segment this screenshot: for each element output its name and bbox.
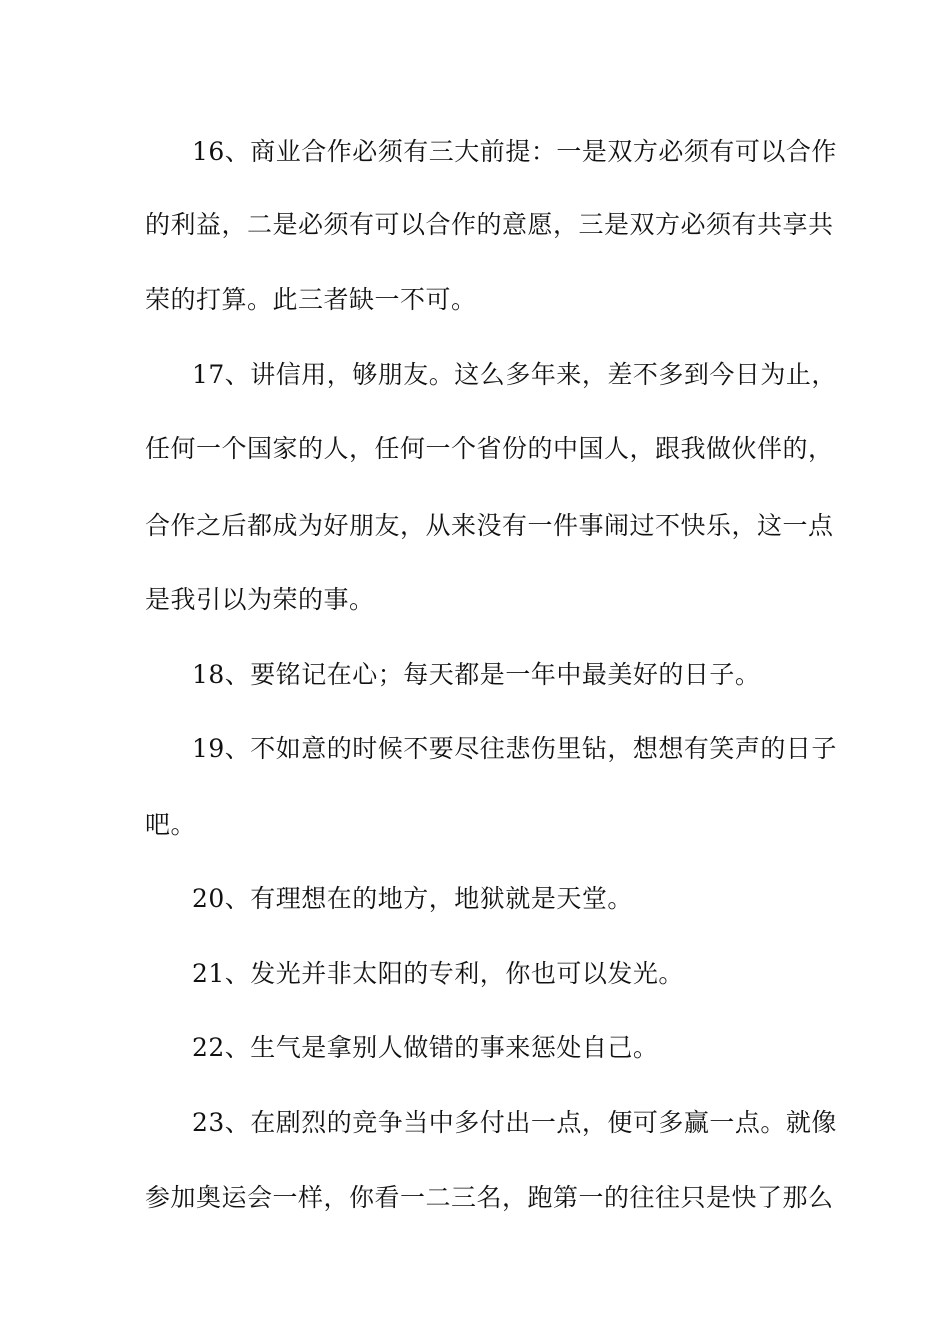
quote-17-line-2: 任何一个国家的人，任何一个省份的中国人，跟我做伙伴的， bbox=[145, 434, 834, 463]
quote-16-line-1: 16、商业合作必须有三大前提：一是双方必须有可以合作 bbox=[192, 137, 837, 166]
quote-22-line-1: 22、生气是拿别人做错的事来惩处自己。 bbox=[192, 1033, 659, 1062]
quote-19-line-2: 吧。 bbox=[145, 810, 197, 839]
quote-19-line-1: 19、不如意的时候不要尽往悲伤里钻，想想有笑声的日子 bbox=[192, 734, 837, 763]
quote-16-line-3: 荣的打算。此三者缺一不可。 bbox=[145, 285, 477, 314]
quote-17-line-3: 合作之后都成为好朋友，从来没有一件事闹过不快乐，这一点 bbox=[145, 511, 834, 540]
quote-23-line-2: 参加奥运会一样，你看一二三名，跑第一的往往只是快了那么 bbox=[145, 1183, 834, 1212]
quote-20-line-1: 20、有理想在的地方，地狱就是天堂。 bbox=[192, 884, 633, 913]
quote-17-line-1: 17、讲信用，够朋友。这么多年来，差不多到今日为止， bbox=[192, 360, 837, 389]
quote-18-line-1: 18、要铭记在心；每天都是一年中最美好的日子。 bbox=[192, 660, 761, 689]
quote-23-line-1: 23、在剧烈的竞争当中多付出一点，便可多赢一点。就像 bbox=[192, 1108, 837, 1137]
quote-16-line-2: 的利益，二是必须有可以合作的意愿，三是双方必须有共享共 bbox=[145, 210, 834, 239]
quote-17-line-4: 是我引以为荣的事。 bbox=[145, 585, 375, 614]
quote-21-line-1: 21、发光并非太阳的专利，你也可以发光。 bbox=[192, 959, 684, 988]
